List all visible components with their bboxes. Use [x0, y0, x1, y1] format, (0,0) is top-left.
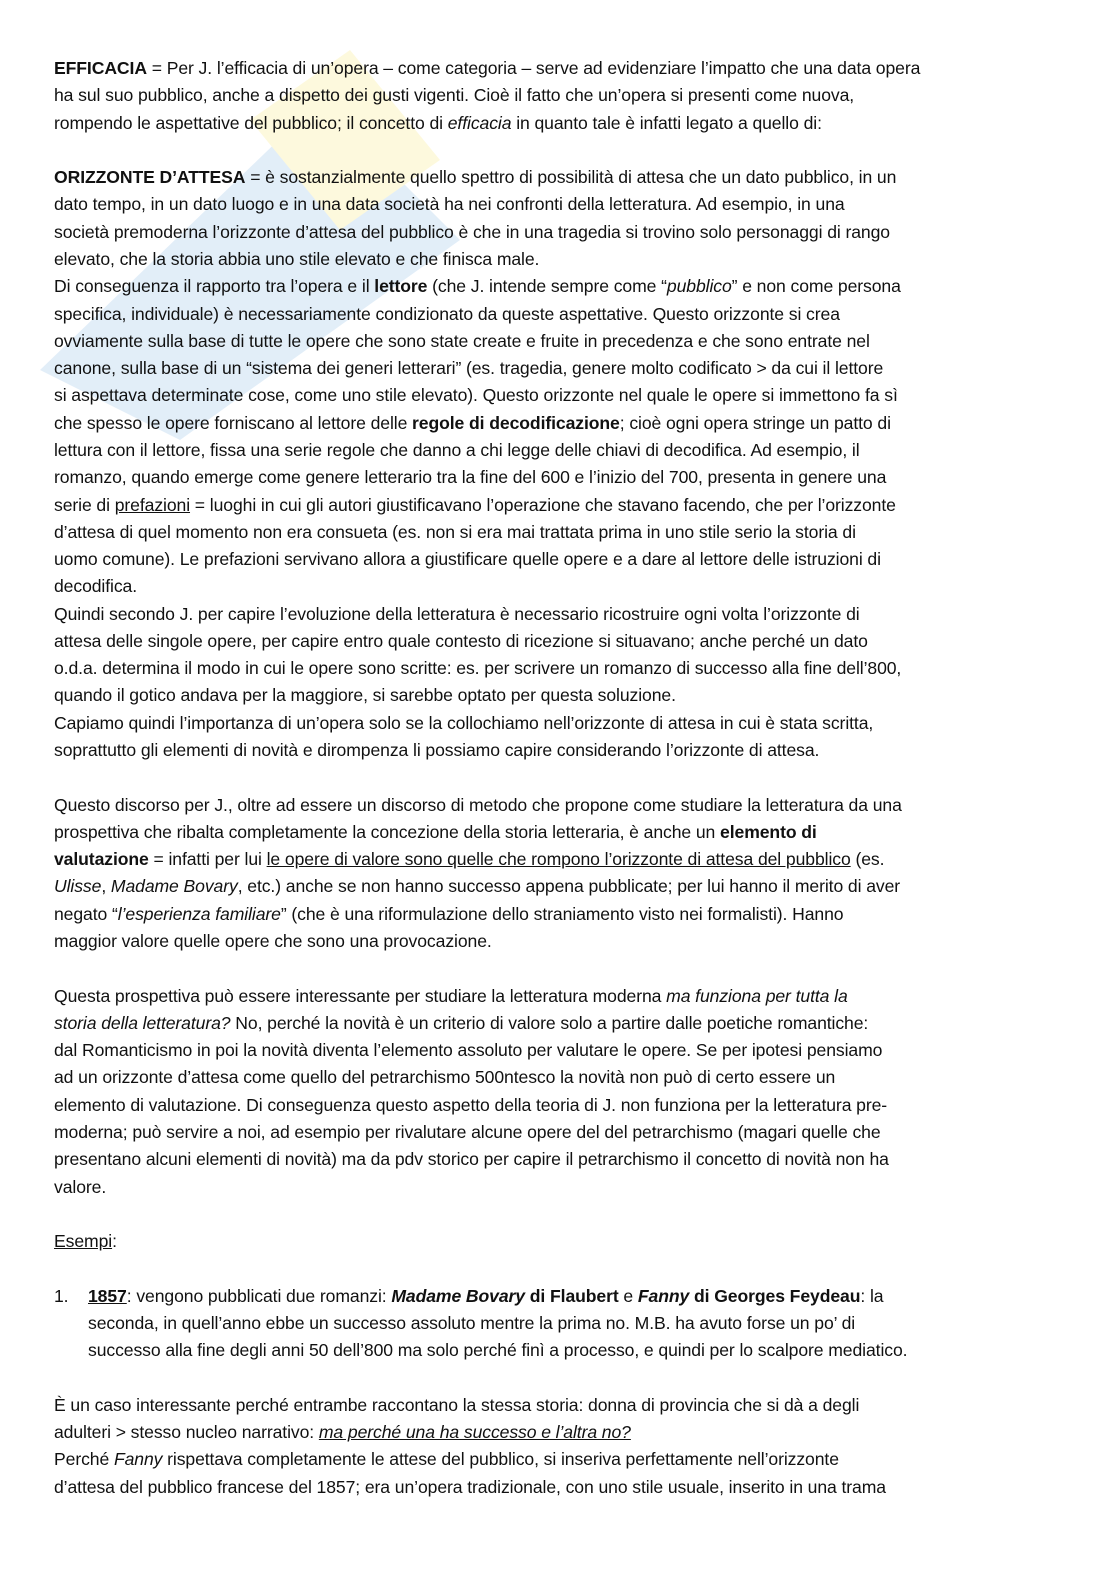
- bold-term: 1857: [88, 1285, 127, 1306]
- blank-line: [54, 955, 1064, 982]
- text-line: [54, 846, 1064, 873]
- text-run: ha sul suo pubblico, anche a dispetto dei gusti vigenti. Cioè il fatto che un’opera si presenti come nuova,: [54, 85, 855, 106]
- underlined-text: ma perché una ha successo e l’altra no?: [318, 1422, 631, 1443]
- text-run: ” e non come persona: [731, 276, 901, 297]
- text-run: = luoghi in cui gli autori giustificavano l’operazione che stavano facendo, che per l’orizzonte: [190, 494, 896, 515]
- text-line: [54, 1037, 1064, 1064]
- text-run: = infatti per lui: [148, 849, 267, 870]
- text-run: = Per J. l’efficacia di un’opera – come categoria – serve ad evidenziare l’impatto che una data opera: [146, 58, 921, 78]
- text-line: [54, 82, 1064, 109]
- italic-text: Ulisse: [54, 876, 102, 897]
- text-run: (che J. intende sempre come “: [427, 276, 667, 297]
- italic-text: pubblico: [666, 276, 732, 297]
- text-run: ad un orizzonte d’attesa come quello del petrarchismo 500ntesco la novità non può di certo essere un: [54, 1067, 836, 1088]
- text-run: d’attesa di quel momento non era consueta (es. non si era mai trattata prima in uno stile serio la storia di: [54, 521, 856, 542]
- blank-line: [54, 1365, 1064, 1392]
- text-run: Questa prospettiva può essere interessante per studiare la letteratura moderna: [54, 985, 667, 1006]
- text-run: = è sostanzialmente quello spettro di possibilità di attesa che un dato pubblico, in un: [245, 167, 897, 188]
- text-run: canone, sulla base di un “sistema dei generi letterari” (es. tragedia, genere molto codificato > da cui il lettore: [54, 358, 884, 379]
- bold-term: di Flaubert: [525, 1285, 619, 1306]
- text-line: [54, 1146, 1064, 1173]
- text-run: adulteri > stesso nucleo narrativo:: [54, 1422, 319, 1443]
- bold-term: Fanny: [637, 1285, 690, 1306]
- text-line: [54, 573, 1064, 600]
- text-line: [54, 355, 1064, 382]
- text-line: [54, 682, 1064, 709]
- bold-term: valutazione: [54, 849, 149, 870]
- blank-line: [54, 1255, 1064, 1282]
- text-line: [54, 273, 1064, 300]
- text-run: dato tempo, in un dato luogo e in una data società ha nei confronti della letteratura. Ad esempio, in una: [54, 194, 845, 215]
- text-run: e: [618, 1285, 638, 1306]
- text-run: Quindi secondo J. per capire l’evoluzione della letteratura è necessario ricostruire ogni volta l’orizzonte di: [54, 603, 860, 624]
- bold-term: regole di decodificazione: [412, 412, 620, 433]
- text-run: elemento di valutazione. Di conseguenza questo aspetto della teoria di J. non funziona per la letteratura pre-: [54, 1094, 888, 1115]
- text-line: [54, 219, 1064, 246]
- text-line: [54, 464, 1064, 491]
- bold-term: elemento di: [720, 821, 817, 842]
- text-run: ; cioè ogni opera stringe un patto di: [619, 412, 891, 433]
- text-line: [54, 601, 1064, 628]
- text-line: [54, 710, 1064, 737]
- text-run: prospettiva che ribalta completamente la concezione della storia letteraria, è anche un: [54, 821, 721, 842]
- text-run: valore.: [54, 1176, 107, 1197]
- text-run: No, perché la novità è un criterio di valore solo a partire dalle poetiche romantiche:: [230, 1012, 869, 1033]
- text-line: [54, 792, 1064, 819]
- text-run: specifica, individuale) è necessariamente condizionato da queste aspettative. Questo orizzonte si crea: [54, 303, 840, 324]
- text-run: (es.: [850, 849, 885, 870]
- text-line: [54, 164, 1064, 191]
- text-run: si aspettava determinate cose, come uno stile elevato). Questo orizzonte nel quale le opere si immettono fa sì: [54, 385, 898, 406]
- text-line: [54, 1446, 1064, 1473]
- text-run: lettura con il lettore, fissa una serie regole che danno a chi legge delle chiavi di decodifica. Ad esempio, il: [54, 439, 860, 460]
- underlined-text: prefazioni: [114, 494, 191, 515]
- italic-text: Fanny: [113, 1449, 163, 1470]
- text-run: dal Romanticismo in poi la novità diventa l’elemento assoluto per valutare le opere. Se per ipotesi pensiamo: [54, 1040, 883, 1061]
- text-run: decodifica.: [54, 576, 138, 597]
- text-line: [54, 55, 1064, 82]
- text-line: [54, 110, 1064, 137]
- text-line: [54, 928, 1064, 955]
- blank-line: [54, 764, 1064, 791]
- blank-line: [54, 137, 1064, 164]
- italic-text: ma funziona per tutta la: [666, 985, 848, 1006]
- text-run: Di conseguenza il rapporto tra l’opera e il: [54, 276, 375, 297]
- text-line: [54, 737, 1064, 764]
- text-run: romanzo, quando emerge come genere letterario tra la fine del 600 e l’inizio del 700, presenta in genere una: [54, 467, 887, 488]
- text-run: ” (che è una riformulazione dello straniamento visto nei formalisti). Hanno: [280, 903, 844, 924]
- text-run: È un caso interessante perché entrambe raccontano la stessa storia: donna di provincia che si dà a degli: [54, 1394, 860, 1415]
- text-run: presentano alcuni elementi di novità) ma da pdv storico per capire il petrarchismo il concetto di novità non ha: [54, 1149, 889, 1170]
- italic-text: l’esperienza familiare: [117, 903, 281, 924]
- text-run: ovviamente sulla base di tutte le opere che sono state create e fruite in precedenza e che sono entrate nel: [54, 330, 870, 351]
- text-run: Capiamo quindi l’importanza di un’opera solo se la collochiamo nell’orizzonte di attesa in cui è stata scritta,: [54, 712, 874, 733]
- document-body: [54, 55, 1064, 1501]
- text-line: [54, 1010, 1064, 1037]
- text-run: , etc.) anche se non hanno successo appena pubblicate; per lui hanno il merito di aver: [237, 876, 901, 897]
- text-line: [54, 1119, 1064, 1146]
- text-line: [54, 492, 1064, 519]
- text-run: rompendo le aspettative del pubblico; il concetto di: [54, 112, 448, 133]
- text-run: negato “: [54, 903, 118, 924]
- text-run: o.d.a. determina il modo in cui le opere sono scritte: es. per scrivere un romanzo di successo alla fine dell’800,: [54, 658, 902, 679]
- text-line: [54, 655, 1064, 682]
- blank-line: [54, 1201, 1064, 1228]
- text-line: [54, 873, 1064, 900]
- text-line: [54, 191, 1064, 218]
- text-line: [54, 819, 1064, 846]
- text-run: uomo comune). Le prefazioni servivano allora a giustificare quelle opere e a dare al lettore delle istruzioni di: [54, 549, 881, 570]
- text-run: : la: [860, 1285, 884, 1306]
- text-run: che spesso le opere forniscano al lettore delle: [54, 412, 413, 433]
- list-item-line: [54, 1337, 1064, 1364]
- text-run: maggior valore quelle opere che sono una provocazione.: [54, 931, 492, 951]
- text-run: società premoderna l’orizzonte d’attesa del pubblico è che in una tragedia si trovino solo personaggi di rango: [54, 221, 890, 242]
- bold-term: di Georges Feydeau: [689, 1285, 861, 1306]
- text-run: serie di: [54, 494, 115, 515]
- text-line: [54, 410, 1064, 437]
- text-line: [54, 628, 1064, 655]
- text-line: [54, 1064, 1064, 1091]
- text-run: :: [112, 1231, 117, 1252]
- text-line: [54, 437, 1064, 464]
- italic-text: Madame Bovary: [110, 876, 238, 897]
- bold-term: ORIZZONTE D’ATTESA: [54, 167, 246, 188]
- text-run: seconda, in quell’anno ebbe un successo assoluto mentre la prima no. M.B. ha avuto forse un po’ di: [88, 1312, 856, 1333]
- text-run: rispettava completamente le attese del pubblico, si inseriva perfettamente nell’orizzonte: [162, 1449, 839, 1470]
- text-line: [54, 1419, 1064, 1446]
- text-run: in quanto tale è infatti legato a quello di:: [511, 112, 822, 133]
- italic-text: efficacia: [447, 112, 512, 133]
- list-item-line: [54, 1310, 1064, 1337]
- list-item-line: [54, 1283, 1064, 1310]
- text-run: elevato, che la storia abbia uno stile elevato e che finisca male.: [54, 248, 540, 269]
- text-run: Perché: [54, 1449, 114, 1470]
- text-line: [54, 382, 1064, 409]
- text-run: ,: [101, 876, 111, 897]
- text-line: [54, 1092, 1064, 1119]
- text-run: moderna; può servire a noi, ad esempio per rivalutare alcune opere del del petrarchismo (magari quelle che: [54, 1121, 881, 1142]
- text-run: quando il gotico andava per la maggiore, si sarebbe optato per questa soluzione.: [54, 685, 676, 706]
- text-run: : vengono pubblicati due romanzi:: [126, 1285, 392, 1306]
- text-line: [54, 1228, 1064, 1255]
- text-line: [54, 328, 1064, 355]
- text-run: d’attesa del pubblico francese del 1857; era un’opera tradizionale, con uno stile usuale, inserito in una trama: [54, 1476, 886, 1497]
- text-run: successo alla fine degli anni 50 dell’800 ma solo perché finì a processo, e quindi per lo scalpore mediatico.: [88, 1340, 908, 1361]
- text-line: [54, 546, 1064, 573]
- text-run: attesa delle singole opere, per capire entro quale contesto di ricezione si situavano; anche perché un dato: [54, 630, 868, 651]
- bold-term: lettore: [374, 276, 428, 297]
- text-line: [54, 1474, 1064, 1501]
- list-marker: 1.: [54, 1285, 69, 1306]
- text-line: [54, 301, 1064, 328]
- text-line: [54, 1174, 1064, 1201]
- text-line: [54, 246, 1064, 273]
- text-run: soprattutto gli elementi di novità e dirompenza li possiamo capire considerando l’orizzonte di attesa.: [54, 740, 820, 761]
- underlined-text: le opere di valore sono quelle che rompono l’orizzonte di attesa del pubblico: [266, 849, 851, 870]
- italic-text: storia della letteratura?: [54, 1012, 231, 1033]
- text-run: Questo discorso per J., oltre ad essere un discorso di metodo che propone come studiare la letteratura da una: [54, 794, 902, 815]
- underlined-text: Esempi: [54, 1231, 113, 1252]
- text-line: [54, 519, 1064, 546]
- text-line: [54, 1392, 1064, 1419]
- bold-term: Madame Bovary: [391, 1285, 525, 1306]
- text-line: [54, 983, 1064, 1010]
- bold-term: EFFICACIA: [54, 58, 147, 78]
- text-line: [54, 901, 1064, 928]
